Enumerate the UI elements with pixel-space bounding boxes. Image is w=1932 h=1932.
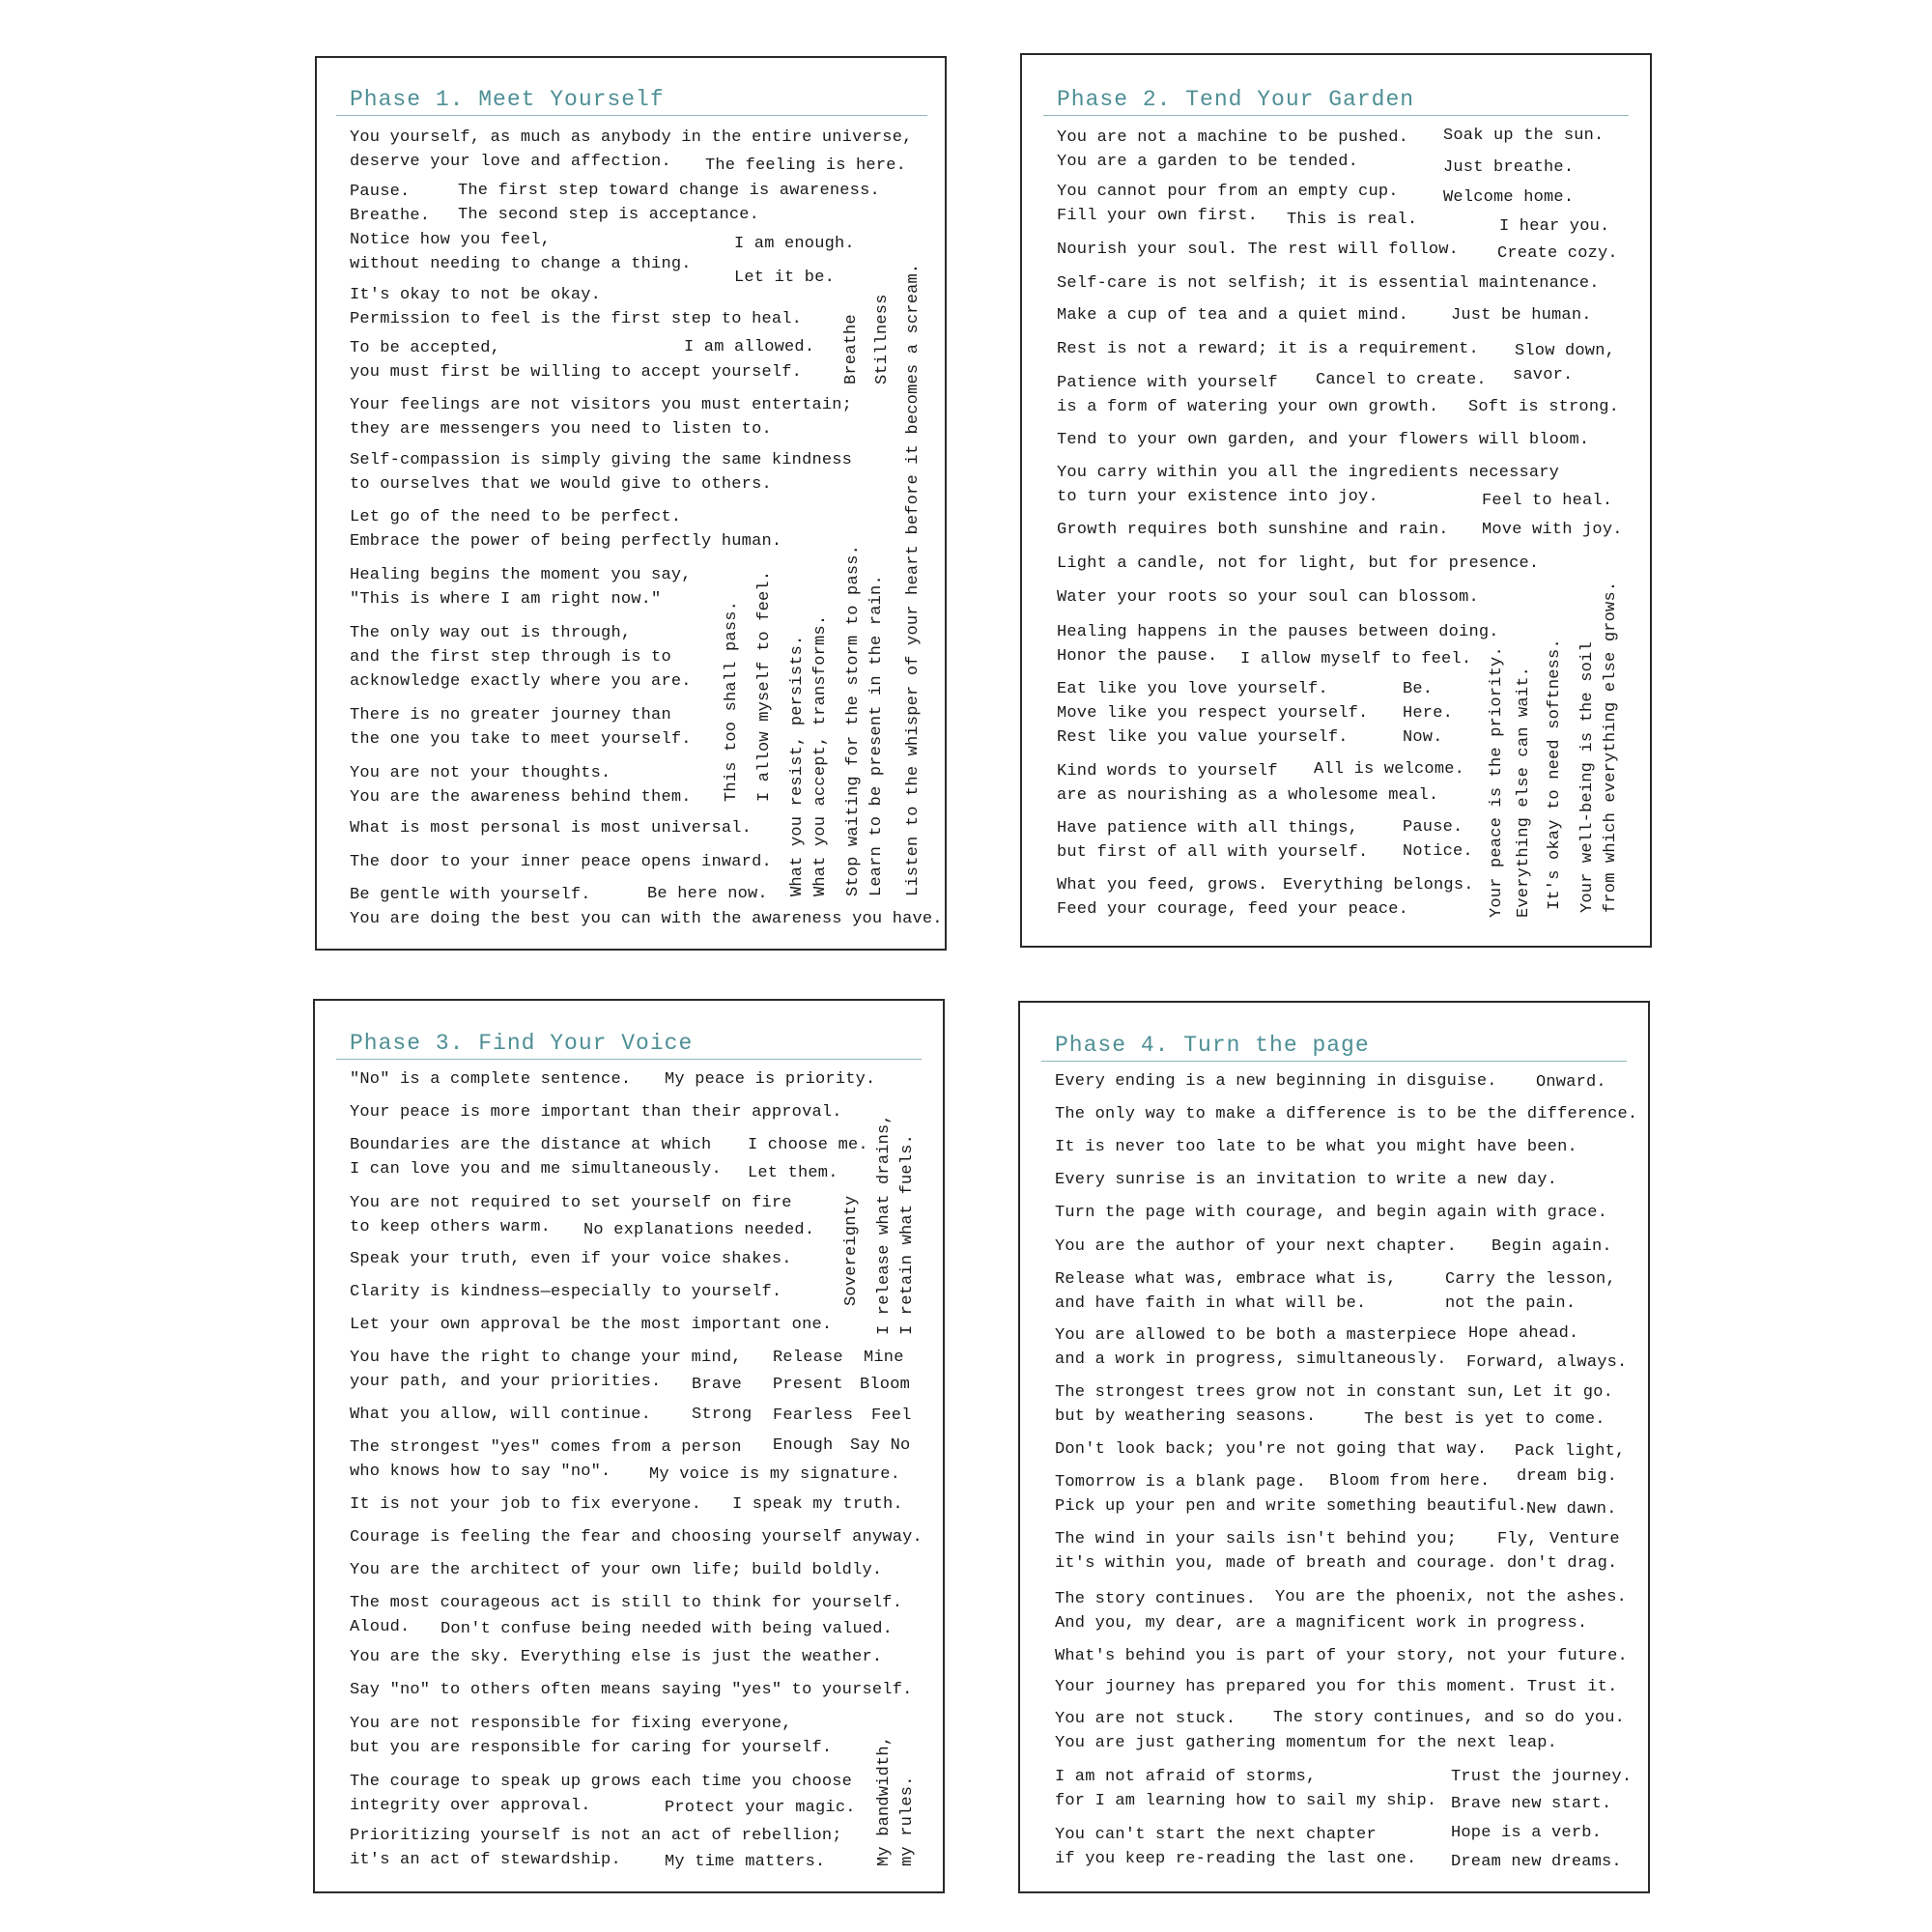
phase-4-text: Onward. — [1536, 1073, 1606, 1092]
phase-3-text: your path, and your priorities. — [350, 1373, 662, 1391]
phase-1-text: Embrace the power of being perfectly human. — [350, 532, 782, 551]
phase-1-text: Permission to feel is the first step to heal. — [350, 310, 803, 328]
phase-4-text: I am not afraid of storms, — [1055, 1768, 1317, 1786]
phase-2-text: Now. — [1403, 728, 1443, 747]
phase-1-text: Let go of the need to be perfect. — [350, 508, 682, 526]
phase-3-text: Bloom — [860, 1376, 911, 1394]
phase-3-text: Enough — [773, 1436, 834, 1455]
phase-4-text: Bloom from here. — [1329, 1472, 1491, 1491]
phase-2-text: Kind words to yourself — [1057, 762, 1278, 781]
phase-1-vertical-text: Breathe — [842, 314, 861, 384]
phase-2-text: I hear you. — [1499, 217, 1610, 236]
phase-2-text: Move with joy. — [1482, 521, 1623, 539]
phase-4-text: The story continues, and so do you. — [1273, 1709, 1626, 1727]
phase-2-text: Notice. — [1403, 842, 1473, 861]
phase-2-text: Just breathe. — [1443, 158, 1575, 177]
phase-4-text: Release what was, embrace what is, — [1055, 1270, 1397, 1289]
phase-4-title-rule — [1041, 1061, 1627, 1062]
phase-1-text: Let it be. — [734, 269, 836, 287]
phase-3-text: You are the architect of your own life; build boldly. — [350, 1561, 883, 1579]
phase-4-text: not the pain. — [1445, 1294, 1577, 1313]
phase-3-text: Don't confuse being needed with being valued. — [440, 1620, 894, 1638]
phase-4-text: Dream new dreams. — [1451, 1853, 1622, 1871]
phase-4-text: Fly, — [1497, 1530, 1538, 1548]
phase-1-vertical-text: Stillness — [873, 294, 892, 384]
phase-3-text: The most courageous act is still to think for yourself. — [350, 1594, 903, 1612]
phase-4-text: Don't look back; you're not going that way. — [1055, 1440, 1488, 1459]
phase-2-title-rule — [1043, 115, 1629, 116]
phase-2-text: Healing happens in the pauses between doing. — [1057, 623, 1499, 641]
phase-1-text: Self-compassion is simply giving the same kindness — [350, 451, 853, 469]
phase-2-text: Soft is strong. — [1468, 398, 1620, 416]
phase-3-vertical-text: Sovereignty — [842, 1195, 861, 1306]
phase-2-text: Rest like you value yourself. — [1057, 728, 1349, 747]
phase-4-text: Trust the journey. — [1451, 1768, 1633, 1786]
phase-4-text: and a work in progress, simultaneously. — [1055, 1350, 1447, 1369]
phase-4-title: Phase 4. Turn the page — [1055, 1033, 1370, 1058]
phase-1-text: Notice how you feel, — [350, 231, 552, 249]
phase-2-text: Water your roots so your soul can blossom. — [1057, 588, 1479, 607]
phase-2-text: Self-care is not selfish; it is essential maintenance. — [1057, 274, 1600, 293]
phase-2-vertical-text: Your peace is the priority. — [1488, 646, 1506, 918]
phase-4-text: The wind in your sails isn't behind you; — [1055, 1530, 1458, 1548]
phase-2-text: You cannot pour from an empty cup. — [1057, 183, 1399, 201]
phase-1-text: The first step toward change is awareness. — [458, 182, 880, 200]
phase-1-text: The feeling is here. — [705, 156, 907, 175]
phase-1-text: The second step is acceptance. — [458, 206, 760, 224]
phase-2-text: Pause. — [1403, 818, 1463, 837]
phase-3-text: Let them. — [748, 1164, 838, 1182]
phase-4-text: Brave new start. — [1451, 1795, 1612, 1813]
phase-2-text: is a form of watering your own growth. — [1057, 398, 1439, 416]
phase-2-text: savor. — [1513, 366, 1574, 384]
phase-2-text: Slow down, — [1515, 342, 1616, 360]
phase-1-text: Pause. — [350, 183, 411, 201]
phase-3-text: Strong — [692, 1406, 753, 1424]
phase-3-text: Your peace is more important than their approval. — [350, 1103, 842, 1122]
phase-4-text: Every sunrise is an invitation to write a new day. — [1055, 1171, 1558, 1189]
phase-1-text: The only way out is through, — [350, 624, 632, 642]
phase-4-text: You are just gathering momentum for the next leap. — [1055, 1734, 1558, 1752]
phase-1-vertical-text: What you resist, persists. — [788, 635, 807, 896]
phase-2-text: Fill your own first. — [1057, 207, 1259, 225]
phase-2-vertical-text: Everything else can wait. — [1515, 666, 1533, 918]
phase-3-text: I speak my truth. — [732, 1495, 903, 1514]
phase-1-text: There is no greater journey than — [350, 706, 671, 724]
phase-1-text: You are not your thoughts. — [350, 764, 611, 782]
phase-3-text: to keep others warm. — [350, 1218, 552, 1236]
phase-2-text: Rest is not a reward; it is a requirement. — [1057, 340, 1479, 358]
phase-4-text: Every ending is a new beginning in disguise. — [1055, 1072, 1497, 1091]
phase-2-text: are as nourishing as a wholesome meal. — [1057, 786, 1439, 805]
phase-4-text: You are allowed to be both a masterpiece — [1055, 1326, 1458, 1345]
phase-3-text: Mine — [864, 1349, 904, 1367]
phase-2-text: Be. — [1403, 680, 1434, 698]
phase-4-text: for I am learning how to sail my ship. — [1055, 1792, 1437, 1810]
phase-1-text: and the first step through is to — [350, 648, 671, 667]
phase-1-text: deserve your love and affection. — [350, 153, 671, 171]
phase-1-text: Breathe. — [350, 207, 431, 225]
phase-1-vertical-text: This too shall pass. — [723, 600, 741, 802]
phase-1-text: You yourself, as much as anybody in the entire universe, — [350, 128, 913, 147]
phase-3-text: It is not your job to fix everyone. — [350, 1495, 702, 1514]
phase-3-vertical-text: I release what drains, — [875, 1114, 894, 1335]
phase-2-text: Welcome home. — [1443, 188, 1575, 207]
phase-1-vertical-text: Listen to the whisper of your heart before it becomes a scream. — [904, 263, 923, 896]
phase-2-text: Soak up the sun. — [1443, 127, 1605, 145]
phase-4-text: The strongest trees grow not in constant sun, — [1055, 1383, 1508, 1402]
phase-2-text: You are not a machine to be pushed. — [1057, 128, 1409, 147]
phase-2-text: This is real. — [1287, 211, 1418, 229]
phase-2-text: Just be human. — [1451, 306, 1592, 325]
phase-4-text: Turn the page with courage, and begin again with grace. — [1055, 1204, 1608, 1222]
phase-2-text: Eat like you love yourself. — [1057, 680, 1328, 698]
phase-1-text: "This is where I am right now." — [350, 590, 662, 609]
phase-4-text: Carry the lesson, — [1445, 1270, 1616, 1289]
phase-3-text: Aloud. — [350, 1618, 411, 1636]
phase-1-text: The door to your inner peace opens inward. — [350, 853, 772, 871]
phase-2-title: Phase 2. Tend Your Garden — [1057, 87, 1415, 112]
phase-3-text: Prioritizing yourself is not an act of rebellion; — [350, 1827, 842, 1845]
phase-1-text: It's okay to not be okay. — [350, 286, 602, 304]
phase-1-text: Be gentle with yourself. — [350, 886, 591, 904]
phase-3-text: The strongest "yes" comes from a person — [350, 1438, 742, 1457]
phase-3-text: who knows how to say "no". — [350, 1463, 611, 1481]
phase-2-text: Move like you respect yourself. — [1057, 704, 1369, 723]
phase-3-text: Present — [773, 1376, 843, 1394]
phase-3-text: My voice is my signature. — [649, 1465, 901, 1484]
phase-3-text: Fearless — [773, 1406, 854, 1425]
phase-4-text: Your journey has prepared you for this moment. Trust it. — [1055, 1678, 1618, 1696]
phase-2-text: Have patience with all things, — [1057, 819, 1359, 838]
phase-2-text: You carry within you all the ingredients necessary — [1057, 464, 1560, 482]
phase-1-text: they are messengers you need to listen to. — [350, 420, 772, 439]
phase-2-text: to turn your existence into joy. — [1057, 488, 1378, 506]
phase-2-text: Everything belongs. — [1283, 876, 1474, 895]
phase-1-vertical-text: I allow myself to feel. — [755, 570, 774, 802]
phase-4-text: The best is yet to come. — [1364, 1410, 1605, 1429]
phase-2-text: Feed your courage, feed your peace. — [1057, 900, 1409, 919]
phase-3-text: No explanations needed. — [583, 1221, 815, 1239]
phase-1-text: Be here now. — [647, 885, 768, 903]
phase-4-text: Hope ahead. — [1468, 1324, 1579, 1343]
phase-1-text: I am enough. — [734, 235, 855, 253]
phase-1-text: You are doing the best you can with the awareness you have. — [350, 910, 943, 928]
phase-1-vertical-text: What you accept, transforms. — [811, 614, 830, 896]
phase-3-text: it's an act of stewardship. — [350, 1851, 621, 1869]
phase-3-vertical-text: I retain what fuels. — [898, 1133, 917, 1335]
phase-4-text: You are the phoenix, not the ashes. — [1275, 1588, 1628, 1606]
phase-4-text: it's within you, made of breath and courage. — [1055, 1554, 1497, 1573]
phase-3-text: Protect your magic. — [665, 1799, 856, 1817]
phase-4-text: and have faith in what will be. — [1055, 1294, 1367, 1313]
phase-3-text: Clarity is kindness—especially to yourself. — [350, 1283, 782, 1301]
phase-1-vertical-text: Learn to be present in the rain. — [867, 575, 886, 896]
phase-1-text: To be accepted, — [350, 339, 501, 357]
phase-4-text: dream big. — [1517, 1467, 1618, 1486]
phase-3-title: Phase 3. Find Your Voice — [350, 1031, 694, 1056]
phase-3-text: My peace is priority. — [665, 1070, 876, 1089]
phase-4-text: The story continues. — [1055, 1590, 1257, 1608]
phase-1-text: the one you take to meet yourself. — [350, 730, 692, 749]
phase-4-text: And you, my dear, are a magnificent work in progress. — [1055, 1614, 1588, 1633]
phase-3-text: You have the right to change your mind, — [350, 1349, 742, 1367]
phase-2-text: Light a candle, not for light, but for presence. — [1057, 554, 1540, 573]
phase-4-text: You are not stuck. — [1055, 1710, 1236, 1728]
phase-4-text: You are the author of your next chapter. — [1055, 1237, 1458, 1256]
phase-2-text: Growth requires both sunshine and rain. — [1057, 521, 1449, 539]
phase-2-text: I allow myself to feel. — [1240, 650, 1472, 668]
phase-1-vertical-text: Stop waiting for the storm to pass. — [844, 544, 863, 896]
phase-3-text: Feel — [871, 1406, 912, 1425]
phase-4-text: don't drag. — [1507, 1554, 1618, 1573]
phase-4-text: but by weathering seasons. — [1055, 1407, 1317, 1426]
phase-4-text: Pack light, — [1515, 1442, 1626, 1461]
phase-2-text: Tend to your own garden, and your flowers will bloom. — [1057, 431, 1590, 449]
phase-4-text: It is never too late to be what you might have been. — [1055, 1138, 1577, 1156]
phase-4-text: Forward, always. — [1466, 1353, 1628, 1372]
phase-3-text: I can love you and me simultaneously. — [350, 1160, 722, 1179]
phase-1-text: without needing to change a thing. — [350, 255, 692, 273]
phase-2-text: All is welcome. — [1314, 760, 1465, 779]
phase-3-text: Boundaries are the distance at which — [350, 1136, 712, 1154]
phase-3-text: The courage to speak up grows each time you choose — [350, 1773, 853, 1791]
phase-4-text: Pick up your pen and write something beautiful. — [1055, 1497, 1527, 1516]
phase-2-text: Create cozy. — [1497, 244, 1618, 263]
phase-3-text: Let your own approval be the most important one. — [350, 1316, 833, 1334]
phase-2-text: Cancel to create. — [1316, 371, 1487, 389]
phase-1-text: Your feelings are not visitors you must entertain; — [350, 396, 853, 414]
phase-3-text: You are the sky. Everything else is just the weather. — [350, 1648, 883, 1666]
phase-2-vertical-text: Your well-being is the soil — [1578, 641, 1597, 913]
phase-3-text: You are not responsible for fixing everyone, — [350, 1715, 792, 1733]
phase-1-text: acknowledge exactly where you are. — [350, 672, 692, 691]
phase-3-text: Say No — [850, 1436, 911, 1455]
phase-4-text: New dawn. — [1526, 1500, 1617, 1519]
phase-3-text: Say "no" to others often means saying "yes" to yourself. — [350, 1681, 913, 1699]
phase-2-text: Make a cup of tea and a quiet mind. — [1057, 306, 1409, 325]
phase-3-text: What you allow, will continue. — [350, 1406, 652, 1424]
phase-1-title: Phase 1. Meet Yourself — [350, 87, 665, 112]
phase-2-text: You are a garden to be tended. — [1057, 153, 1359, 171]
phase-1-text: to ourselves that we would give to others. — [350, 475, 772, 494]
phase-3-text: but you are responsible for caring for yourself. — [350, 1739, 833, 1757]
phase-3-text: I choose me. — [748, 1136, 868, 1154]
phase-4-text: What's behind you is part of your story, not your future. — [1055, 1647, 1628, 1665]
phase-2-vertical-text: from which everything else grows. — [1602, 581, 1620, 913]
phase-3-text: My time matters. — [665, 1853, 826, 1871]
phase-4-text: Hope is a verb. — [1451, 1824, 1603, 1842]
phase-3-title-rule — [336, 1059, 922, 1060]
phase-2-text: Honor the pause. — [1057, 647, 1218, 666]
phase-3-text: "No" is a complete sentence. — [350, 1070, 632, 1089]
phase-2-text: Here. — [1403, 704, 1454, 723]
phase-2-text: Patience with yourself — [1057, 374, 1278, 392]
phase-3-text: Speak your truth, even if your voice shakes. — [350, 1250, 792, 1268]
phase-3-text: Brave — [692, 1376, 743, 1394]
phase-4-text: if you keep re-reading the last one. — [1055, 1850, 1417, 1868]
phase-2-vertical-text: It's okay to need softness. — [1546, 639, 1564, 910]
phase-3-text: Release — [773, 1349, 843, 1367]
phase-4-text: Let it go. — [1513, 1383, 1614, 1402]
phase-1-text: You are the awareness behind them. — [350, 788, 692, 807]
phase-2-text: Feel to heal. — [1482, 492, 1613, 510]
phase-2-text: but first of all with yourself. — [1057, 843, 1369, 862]
phase-3-text: integrity over approval. — [350, 1797, 591, 1815]
phase-1-text: you must first be willing to accept yourself. — [350, 363, 803, 382]
phase-1-text: Healing begins the moment you say, — [350, 566, 692, 584]
phase-4-text: Tomorrow is a blank page. — [1055, 1473, 1307, 1492]
phase-4-text: Begin again. — [1492, 1237, 1612, 1256]
phase-3-vertical-text: my rules. — [898, 1776, 917, 1866]
phase-4-text: The only way to make a difference is to be the difference. — [1055, 1105, 1638, 1123]
phase-1-title-rule — [336, 115, 927, 116]
phase-3-text: Courage is feeling the fear and choosing yourself anyway. — [350, 1528, 923, 1547]
phase-4-text: Venture — [1549, 1530, 1620, 1548]
phase-1-text: What is most personal is most universal. — [350, 819, 753, 838]
phase-3-vertical-text: My bandwidth, — [875, 1735, 894, 1866]
phase-1-text: I am allowed. — [684, 338, 815, 356]
phase-3-text: You are not required to set yourself on fire — [350, 1194, 792, 1212]
phase-2-text: Nourish your soul. The rest will follow. — [1057, 241, 1460, 259]
phase-4-text: You can't start the next chapter — [1055, 1826, 1377, 1844]
phase-2-text: What you feed, grows. — [1057, 876, 1268, 895]
